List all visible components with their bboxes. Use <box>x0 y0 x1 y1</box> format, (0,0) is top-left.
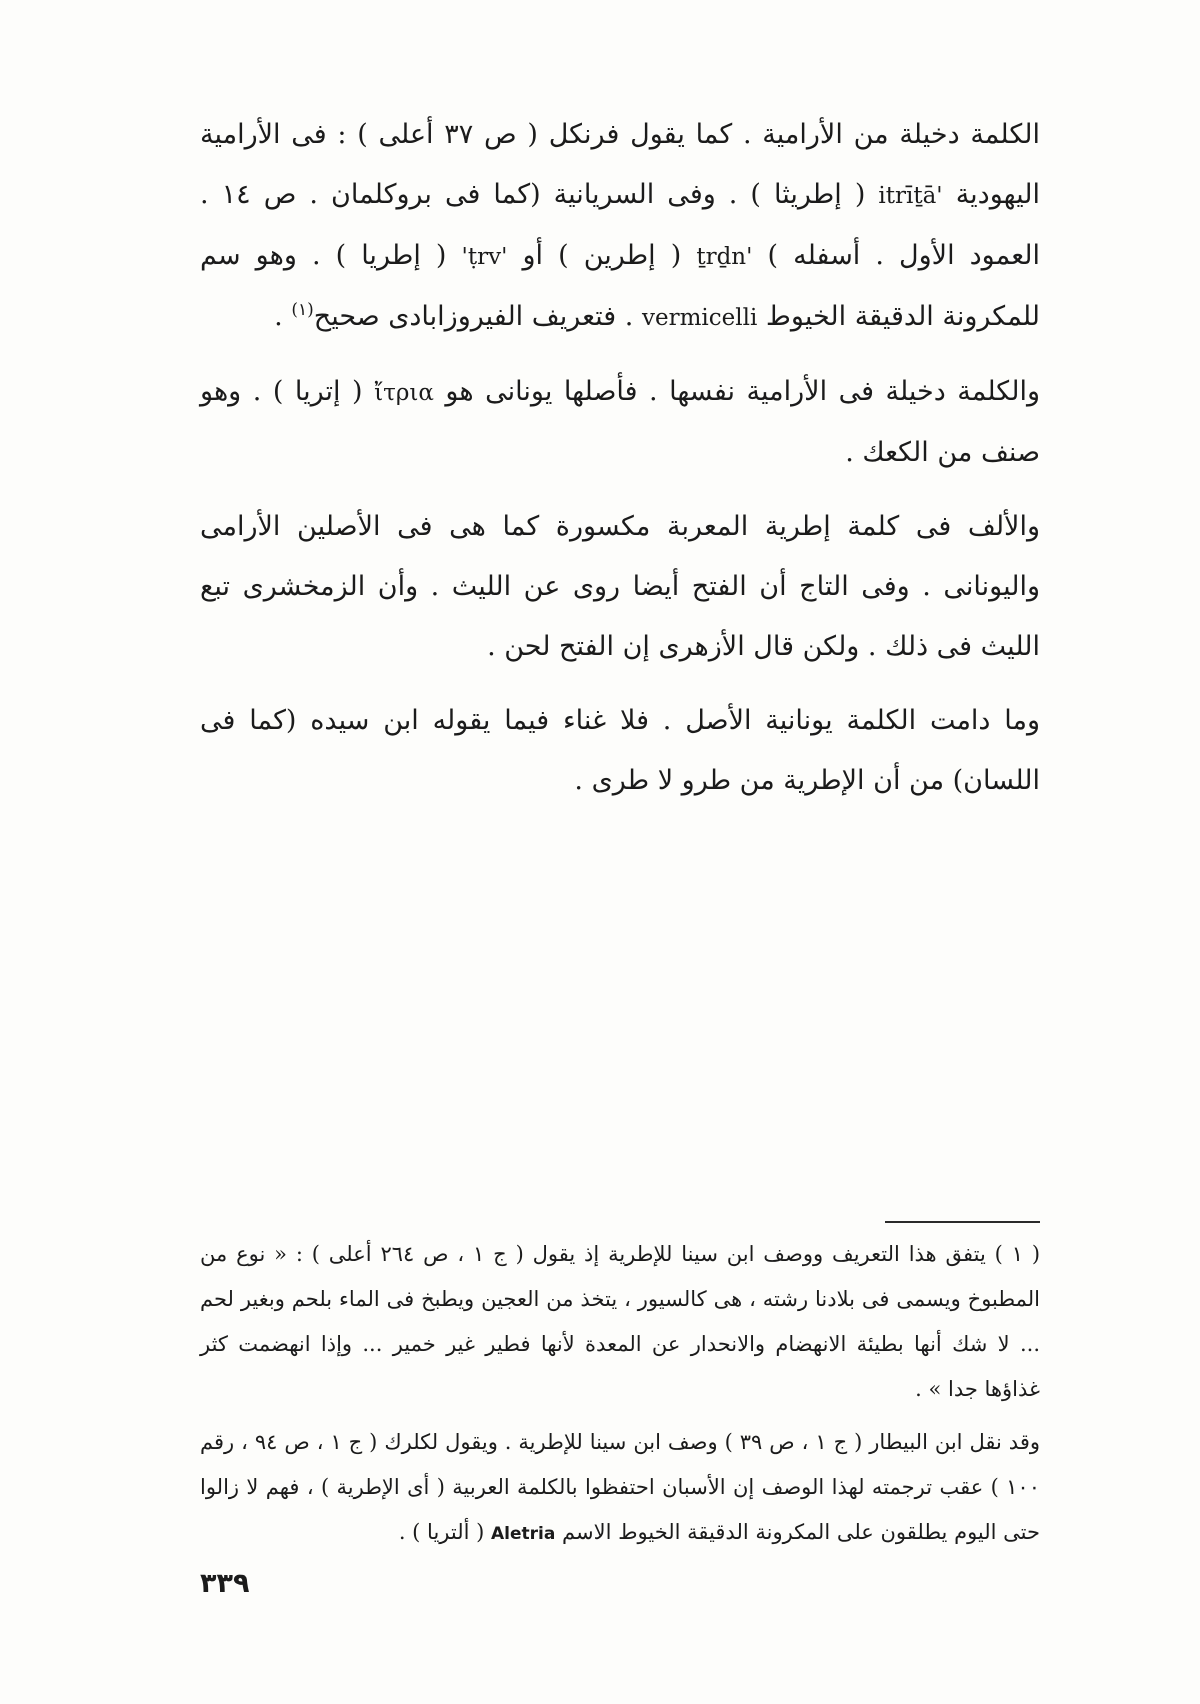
text-segment: . فتعريف الفيروزابادى صحيح <box>313 301 634 332</box>
footnote-text: ( ألتريا ) . <box>398 1520 485 1544</box>
text-segment: ( إتريا ) . وهو صنف من الكعك . <box>200 376 1040 468</box>
footnote-text: ( ١ ) يتفق هذا التعريف ووصف ابن سينا للإطرية إذ يقول ( ج ١ ، ص ٢٦٤ أعلى ) : « نوع من المطبوخ ويسمى فى بلادنا رشته ، هى كالسيور ، يتخذ من العجين ويطبخ فى الماء بلحم وبغير لحم ... لا شك أنها بطيئة الانهضام والانحدار عن المعدة لأنها فطير غير خمير ... وإذا انهضمت كثر غذاؤها جدا » . <box>200 1242 1041 1401</box>
footnotes <box>200 1232 1040 1565</box>
text-segment: ( إطرين ) أو <box>522 240 682 271</box>
footnote-1 <box>200 1232 1040 1412</box>
transliteration: ṯrḏn' <box>696 244 753 270</box>
transliteration: itrīṯā' <box>878 183 943 209</box>
text-segment: . <box>274 301 283 332</box>
transliteration: 'ṭrv' <box>461 244 508 270</box>
paragraph-1 <box>200 105 1040 348</box>
text-segment: ( إطريا ) . وهو سم للمكرونة الدقيقة الخيوط <box>200 240 1040 332</box>
footnote-separator <box>885 1221 1040 1223</box>
text-segment: والألف فى كلمة إطرية المعربة مكسورة كما هى فى الأصلين الأرامى واليونانى . وفى التاج أن الفتح أيضا روى عن الليث . وأن الزمخشرى تبع الليث فى ذلك . ولكن قال الأزهرى إن الفتح لحن . <box>200 511 1040 662</box>
latin-term: vermicelli <box>641 305 758 331</box>
text-segment: الكلمة دخيلة من الأرامية . كما يقول فرنكل ( ص ٣٧ أعلى ) : فى الأرامية اليهودية <box>200 119 1040 210</box>
greek-term: ἴτρια <box>374 380 434 406</box>
text-segment: والكلمة دخيلة فى الأرامية نفسها . فأصلها يونانى هو <box>445 376 1040 407</box>
footnote-2 <box>200 1420 1040 1557</box>
paragraph-4 <box>200 691 1040 811</box>
page-number: ٣٣٩ <box>200 1568 250 1599</box>
footnote-text: وقد نقل ابن البيطار ( ج ١ ، ص ٣٩ ) وصف ابن سينا للإطرية . ويقول لكلرك ( ج ١ ، ص ٩٤ ، رقم ١٠٠ ) عقب ترجمته لهذا الوصف إن الأسبان احتفظوا بالكلمة العربية ( أى الإطرية ) ، فهم لا زالوا حتى اليوم يطلقون على المكرونة الدقيقة الخيوط الاسم <box>200 1430 1040 1544</box>
text-segment: ( إطريثا ) . وفى السريانية (كما فى بروكلمان . ص ١٤ . العمود الأول . أسفله ) <box>200 179 1040 271</box>
paragraph-2 <box>200 362 1040 483</box>
paragraph-3 <box>200 497 1040 677</box>
text-segment: وما دامت الكلمة يونانية الأصل . فلا غناء فيما يقوله ابن سيده (كما فى اللسان) من أن الإطرية من طرو لا طرى . <box>200 705 1040 796</box>
latin-term: Aletria <box>491 1524 556 1544</box>
main-text <box>200 105 1040 825</box>
footnote-reference: (١) <box>291 300 314 320</box>
